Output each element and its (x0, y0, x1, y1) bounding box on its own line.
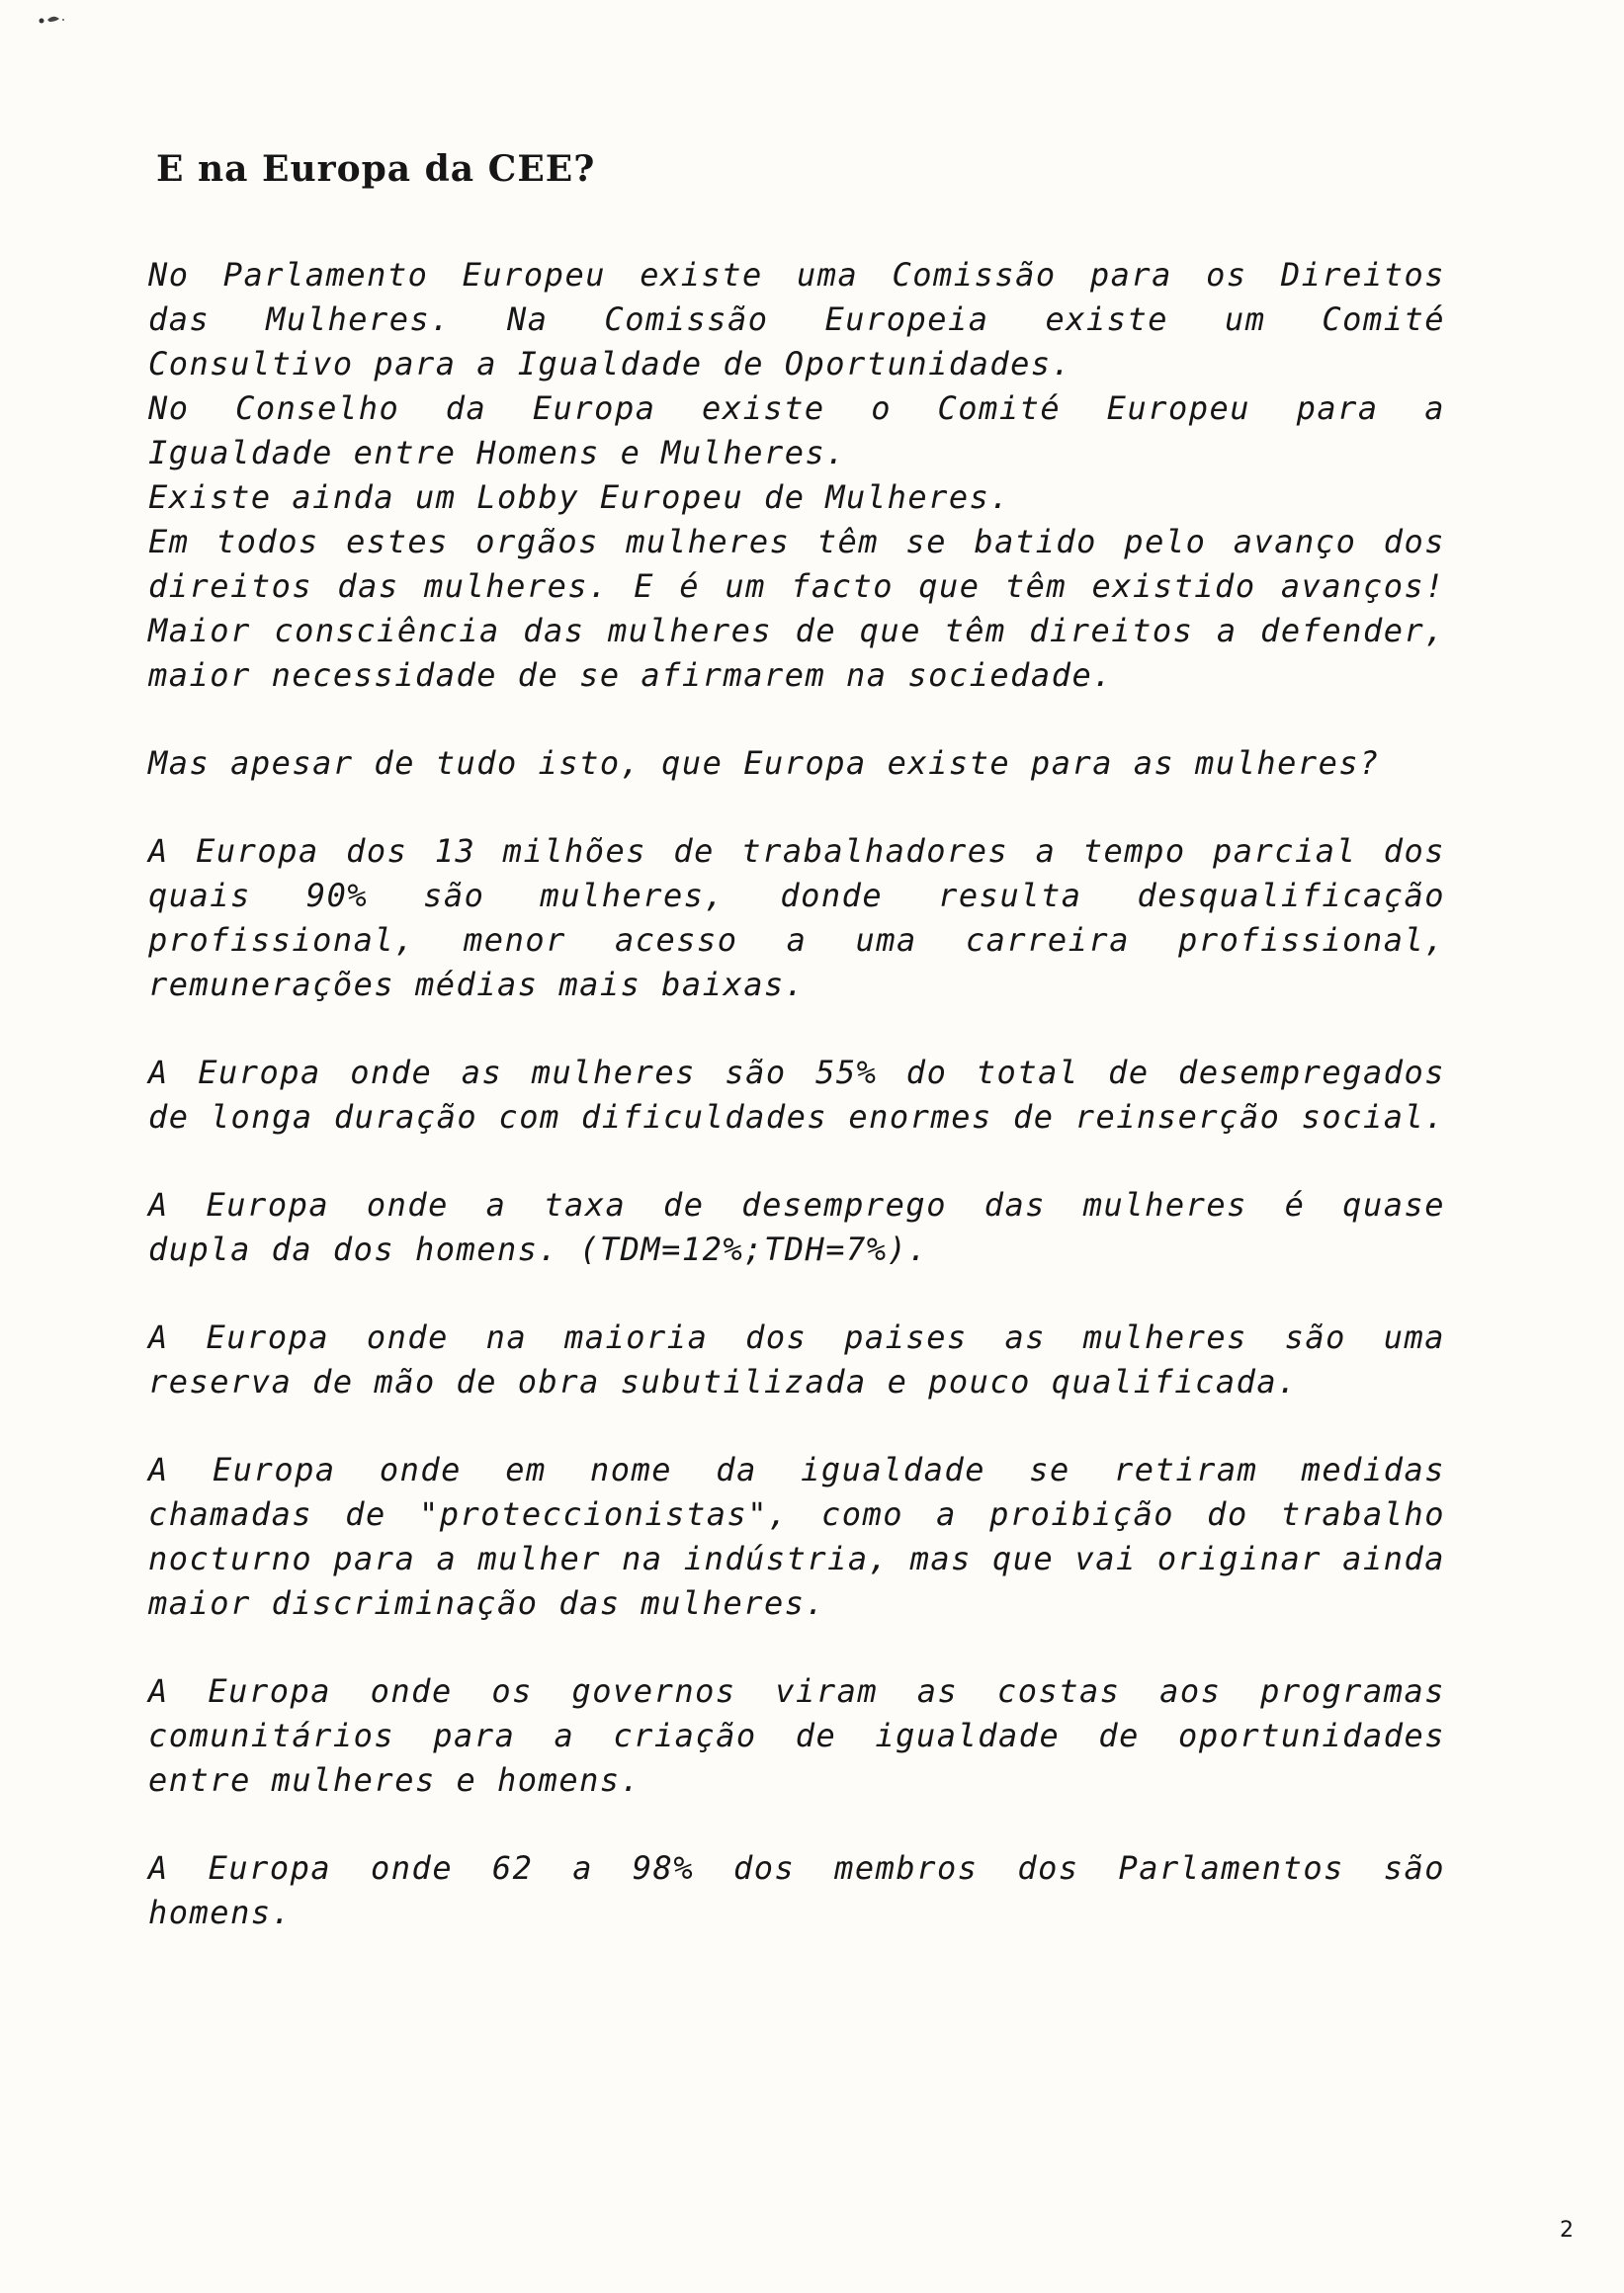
text-line: A Europa onde a taxa de desemprego das mulheres é quase (148, 1186, 1445, 1224)
text-line: remunerações médias mais baixas. (148, 966, 806, 1003)
text-line: A Europa onde 62 a 98% dos membros dos Parlamentos são (148, 1849, 1445, 1887)
document-body (148, 253, 1453, 1979)
text-line: entre mulheres e homens. (148, 1761, 641, 1799)
text-line: Existe ainda um Lobby Europeu de Mulheres. (148, 478, 1011, 516)
text-line: maior discriminação das mulheres. (148, 1584, 826, 1622)
text-line: reserva de mão de obra subutilizada e pouco qualificada. (148, 1363, 1298, 1401)
text-line: de longa duração com dificuldades enormes de reinserção social. (148, 1098, 1445, 1136)
paragraph-institutions (148, 253, 1453, 698)
text-line: A Europa onde na maioria dos paises as mulheres são uma (148, 1318, 1445, 1356)
text-line: No Parlamento Europeu existe uma Comissão para os Direitos (148, 256, 1445, 294)
paragraph-labour-reserve (148, 1316, 1453, 1404)
paragraph-community-programmes (148, 1669, 1453, 1803)
text-line: A Europa onde os governos viram as costas aos programas (148, 1672, 1445, 1710)
text-line: No Conselho da Europa existe o Comité Europeu para a (148, 389, 1445, 427)
paragraph-question (148, 741, 1453, 786)
ink-smudge-mark (38, 12, 65, 26)
text-line: Consultivo para a Igualdade de Oportunidades. (148, 345, 1072, 382)
text-line: profissional, menor acesso a uma carreira profissional, (148, 921, 1445, 959)
text-line: Em todos estes orgãos mulheres têm se batido pelo avanço dos (148, 523, 1445, 560)
text-line: homens. (148, 1894, 293, 1931)
page-number: 2 (1560, 2218, 1574, 2243)
text-line: A Europa onde em nome da igualdade se retiram medidas (148, 1451, 1445, 1488)
text-line: nocturno para a mulher na indústria, mas que vai originar ainda (148, 1540, 1445, 1577)
text-line: A Europa dos 13 milhões de trabalhadores a tempo parcial dos (148, 832, 1445, 870)
text-line: quais 90% são mulheres, donde resulta desqualificação (148, 877, 1445, 914)
text-line: Mas apesar de tudo isto, que Europa existe para as mulheres? (148, 744, 1380, 782)
text-line: Maior consciência das mulheres de que têm direitos a defender, (148, 612, 1445, 649)
document-title: E na Europa da CEE? (156, 148, 596, 190)
text-line: dupla da dos homens. (TDM=12%;TDH=7%). (148, 1231, 929, 1268)
paragraph-part-time (148, 829, 1453, 1007)
text-line: chamadas de "proteccionistas", como a proibição do trabalho (148, 1495, 1445, 1533)
text-line: Igualdade entre Homens e Mulheres. (148, 434, 847, 471)
paragraph-parliaments (148, 1846, 1453, 1935)
paragraph-protectionist-measures (148, 1448, 1453, 1626)
text-line: maior necessidade de se afirmarem na sociedade. (148, 656, 1113, 694)
paragraph-long-term-unemployed (148, 1051, 1453, 1140)
text-line: A Europa onde as mulheres são 55% do total de desempregados (148, 1054, 1445, 1091)
text-line: das Mulheres. Na Comissão Europeia existe um Comité (148, 300, 1445, 338)
text-line: comunitários para a criação de igualdade de oportunidades (148, 1717, 1445, 1754)
text-line: direitos das mulheres. E é um facto que têm existido avanços! (148, 567, 1445, 605)
paragraph-unemployment-rate (148, 1183, 1453, 1272)
